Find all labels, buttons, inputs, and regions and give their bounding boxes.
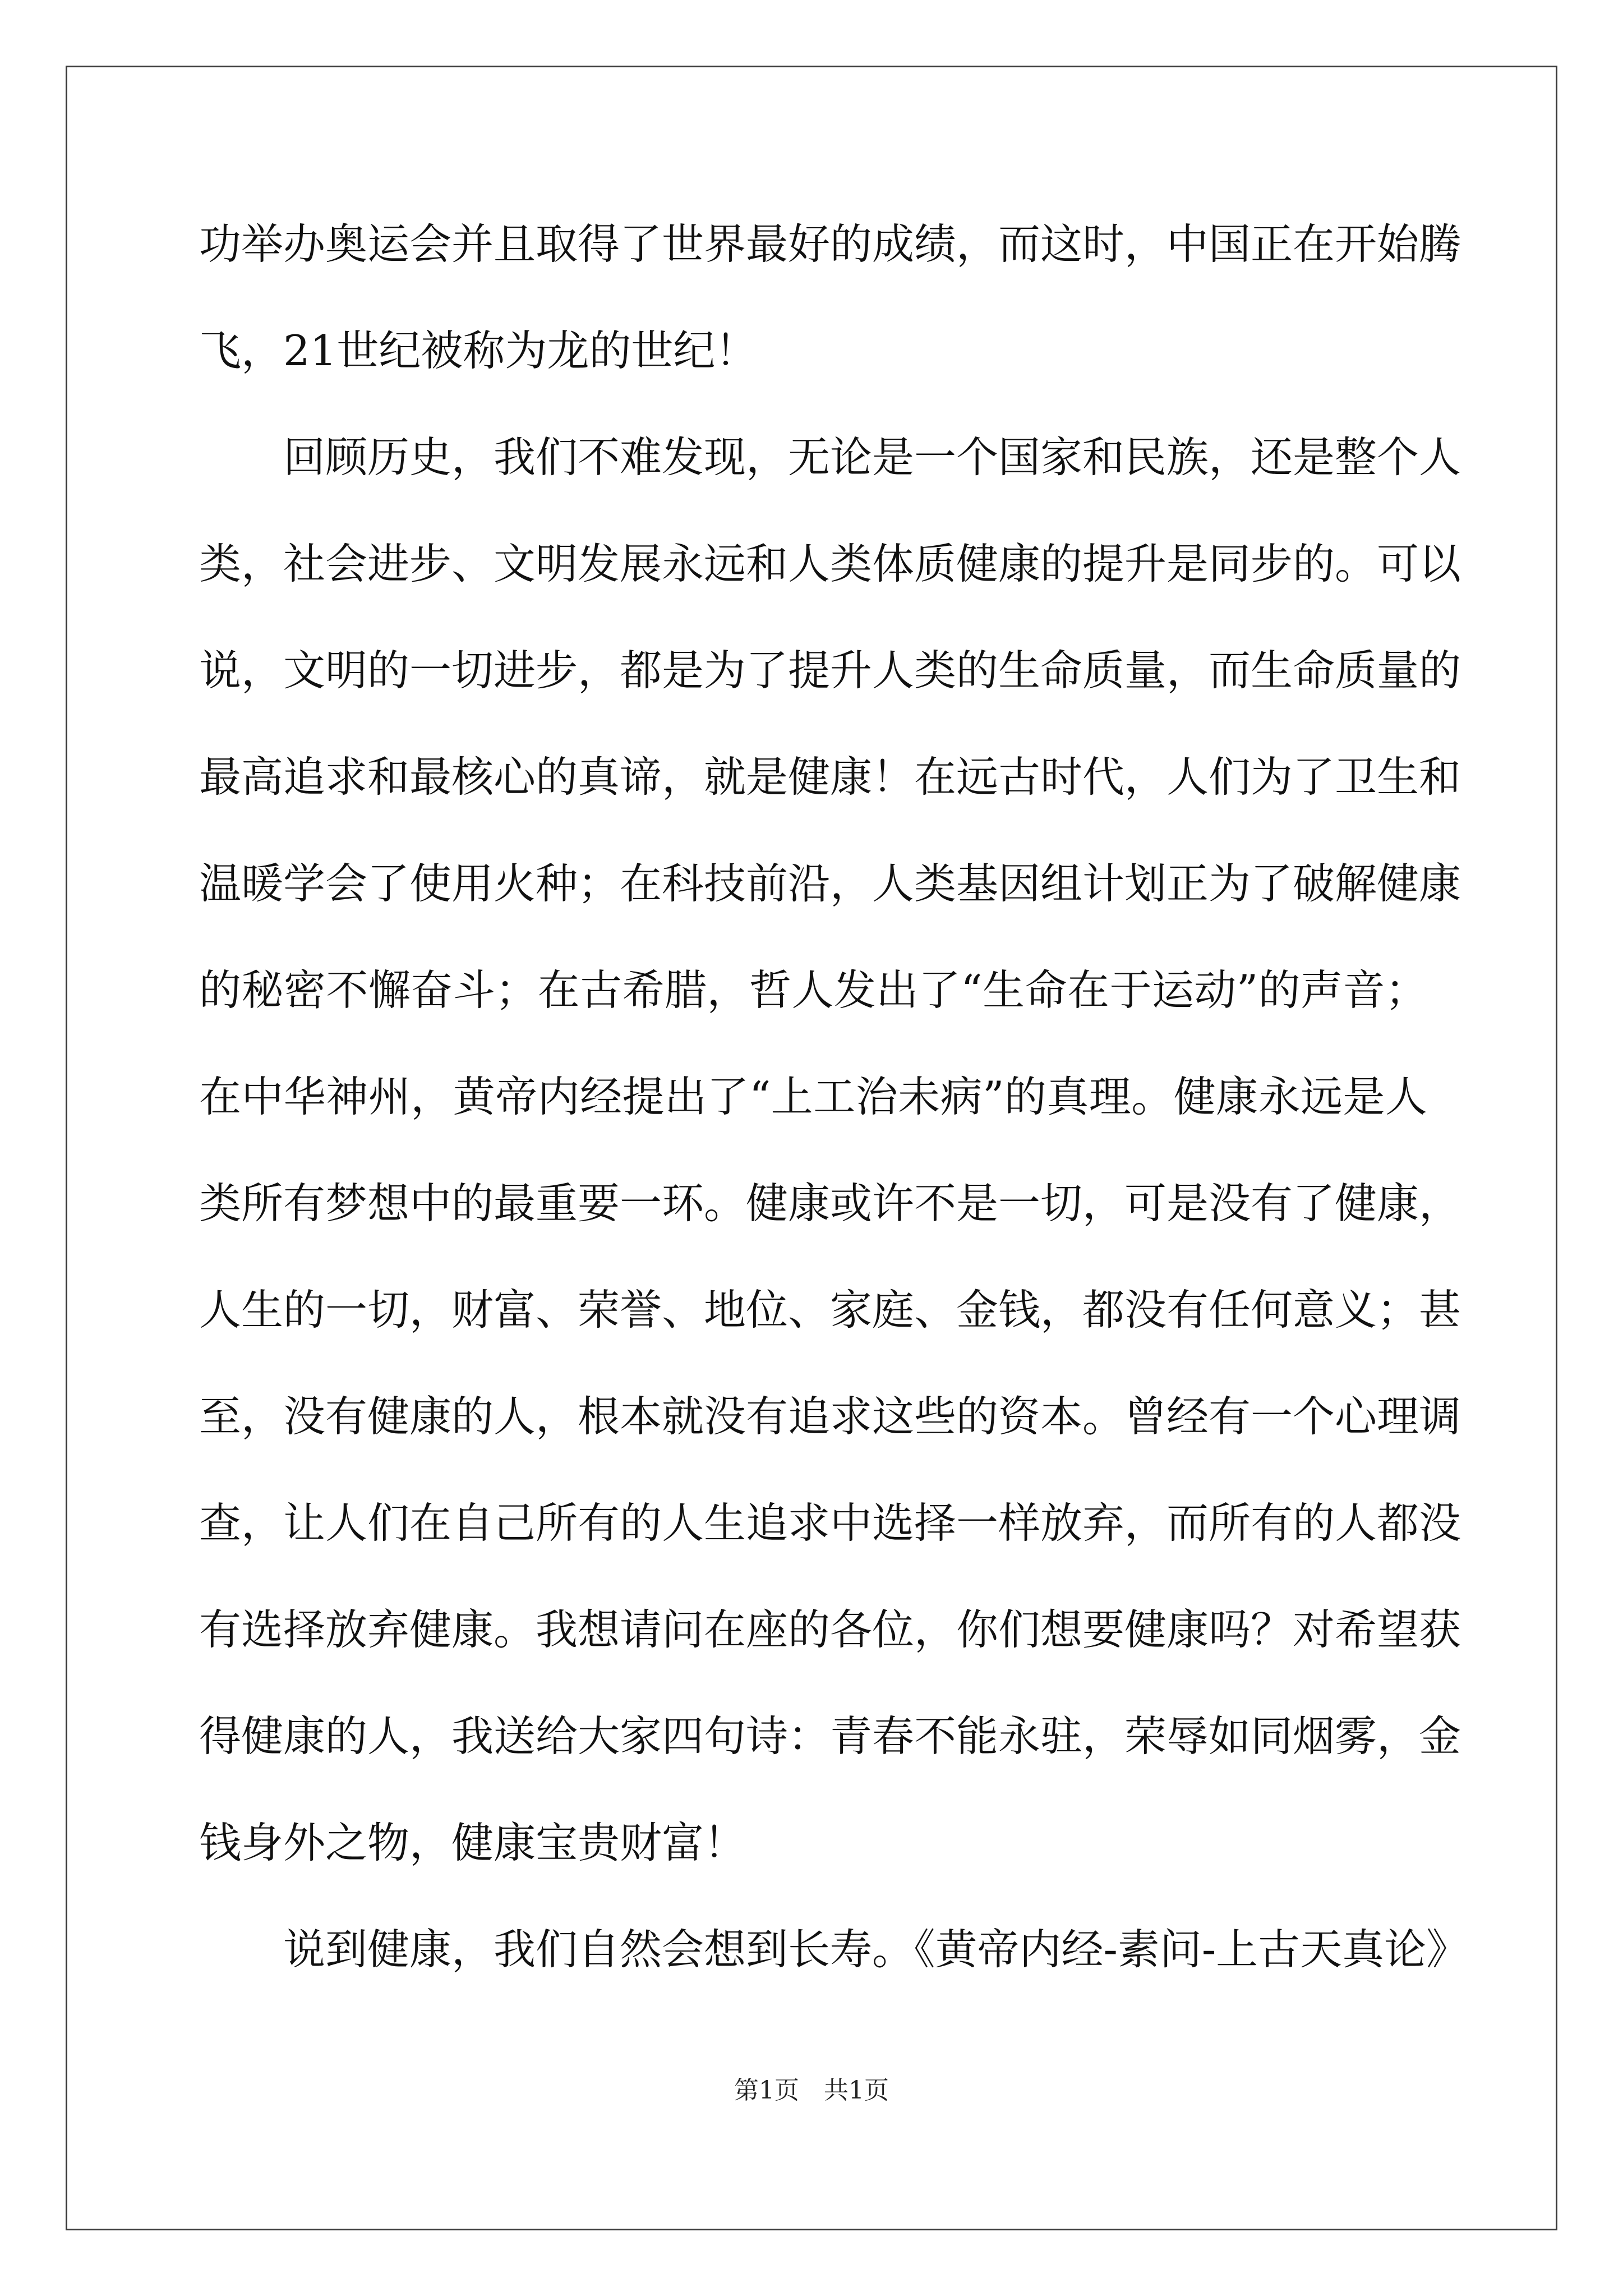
text-line: 得健康的人，我送给大家四句诗：青春不能永驻，荣辱如同烟雾，金 xyxy=(199,1711,1461,1761)
text-line: 最高追求和最核心的真谛，就是健康！在远古时代，人们为了卫生和 xyxy=(199,752,1461,802)
text-line: 人生的一切，财富、荣誉、地位、家庭、金钱，都没有任何意义；甚 xyxy=(199,1285,1461,1335)
paragraph-start-line: 回顾历史，我们不难发现，无论是一个国家和民族，还是整个人 xyxy=(283,432,1461,482)
text-line: 有选择放弃健康。我想请问在座的各位，你们想要健康吗？对希望获 xyxy=(199,1605,1461,1654)
page-number: 第1页 共1页 xyxy=(734,2076,889,2105)
text-line: 的秘密不懈奋斗；在古希腊，哲人发出了“生命在于运动”的声音； xyxy=(199,965,1427,1015)
text-line: 温暖学会了使用火种；在科技前沿，人类基因组计划正为了破解健康 xyxy=(199,859,1461,908)
text-line: 在中华神州，黄帝内经提出了“上工治未病”的真理。健康永远是人 xyxy=(199,1072,1427,1121)
body-text xyxy=(199,191,1469,2003)
text-line: 说，文明的一切进步，都是为了提升人类的生命质量，而生命质量的 xyxy=(199,646,1461,695)
text-line: 飞，21世纪被称为龙的世纪！ xyxy=(199,326,758,375)
paragraph-start-line: 说到健康，我们自然会想到长寿。《黄帝内经-素问-上古天真论》 xyxy=(283,1925,1469,1974)
text-line: 钱身外之物，健康宝贵财富！ xyxy=(199,1818,746,1867)
text-line: 至，没有健康的人，根本就没有追求这些的资本。曾经有一个心理调 xyxy=(199,1392,1461,1441)
text-line: 类，社会进步、文明发展永远和人类体质健康的提升是同步的。可以 xyxy=(199,539,1461,588)
text-line: 类所有梦想中的最重要一环。健康或许不是一切，可是没有了健康， xyxy=(199,1179,1461,1228)
text-line: 查，让人们在自己所有的人生追求中选择一样放弃，而所有的人都没 xyxy=(199,1498,1461,1548)
text-line: 功举办奥运会并且取得了世界最好的成绩，而这时，中国正在开始腾 xyxy=(199,219,1461,269)
